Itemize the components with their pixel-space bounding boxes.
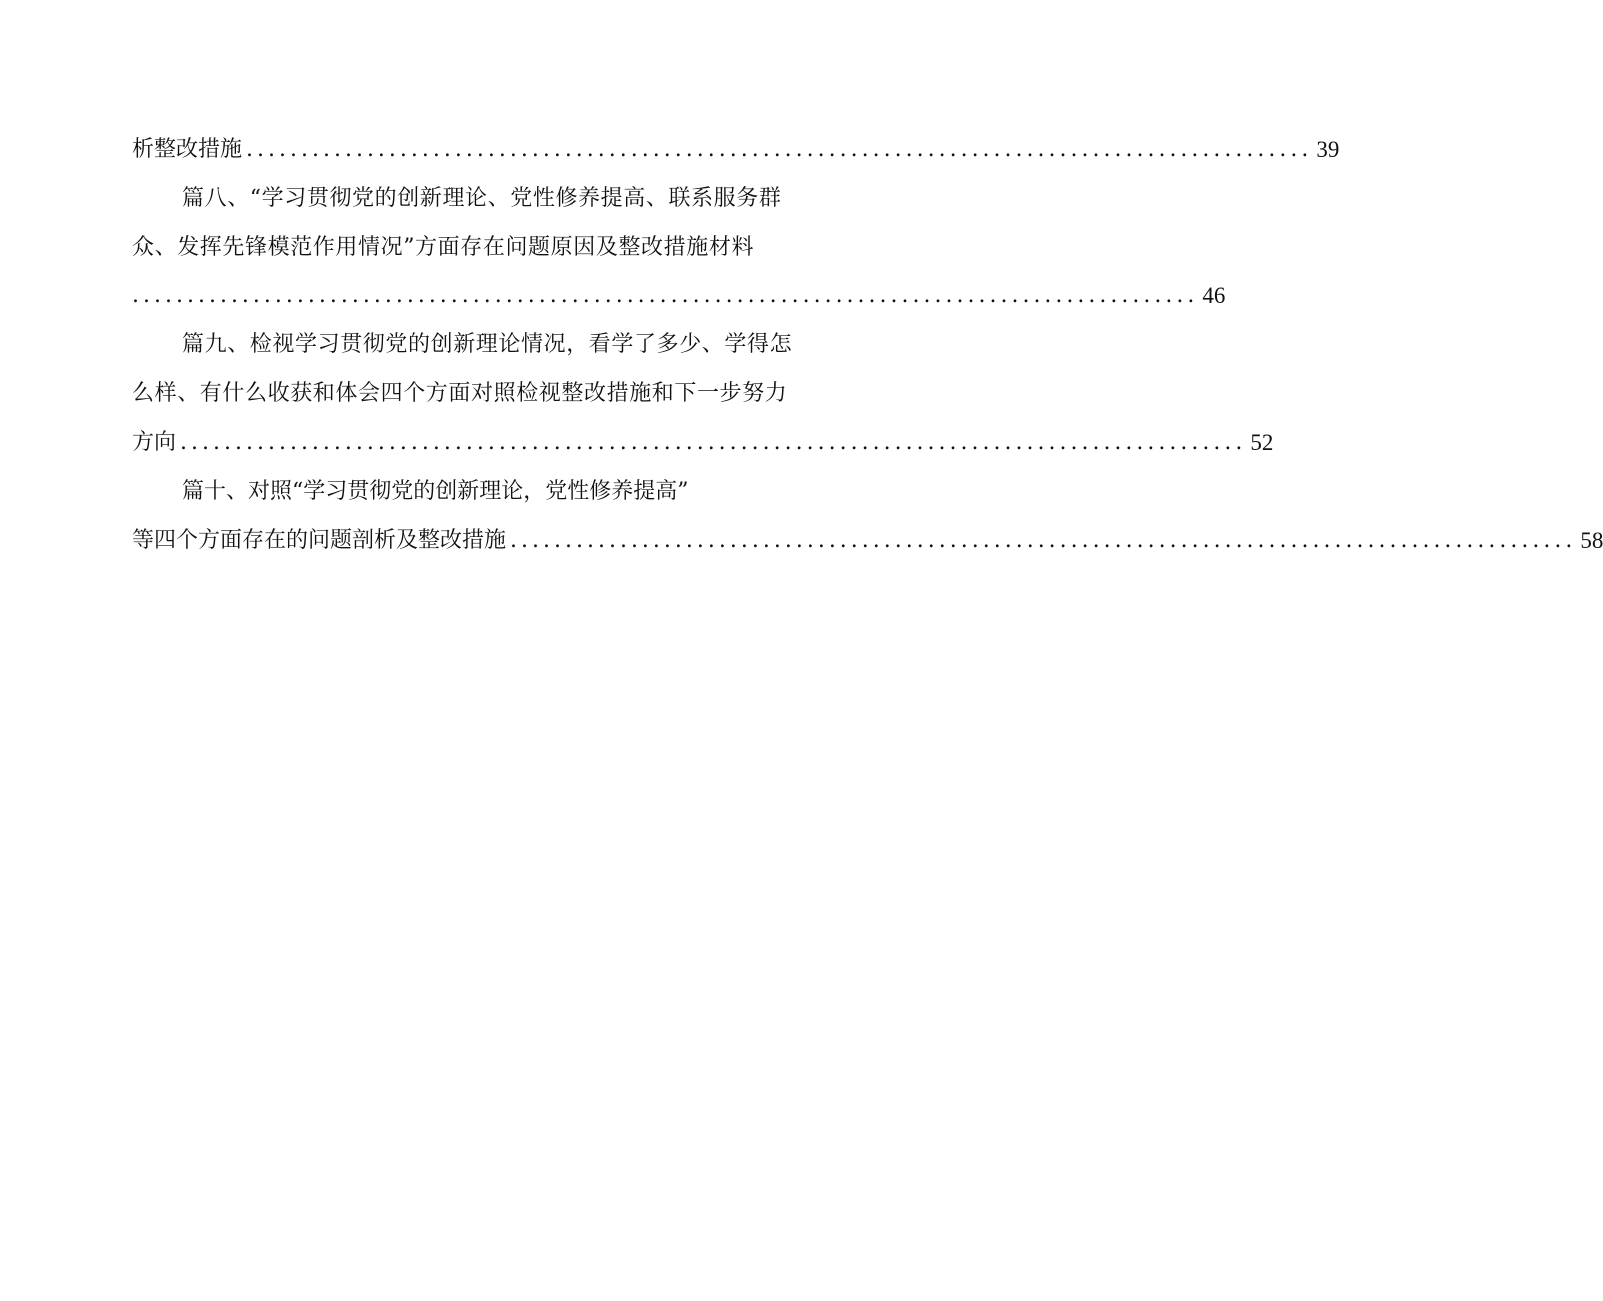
toc-entry-8-page: 46 bbox=[1202, 283, 1226, 308]
toc-entry-9-title-line-1: 篇九、检视学习贯彻党的创新理论情况，看学了多少、学得怎 bbox=[182, 332, 793, 357]
toc-entry-8-title-line-2: 众、发挥先锋模范作用情况”方面存在问题原因及整改措施材料 bbox=[132, 235, 755, 260]
toc-entry-10-title-line-2: 等四个方面存在的问题剖析及整改措施 bbox=[132, 528, 507, 553]
toc-entry-9-line-2[interactable] bbox=[132, 374, 800, 414]
toc-entry-9-title-line-2: 么样、有什么收获和体会四个方面对照检视整改措施和下一步努力 bbox=[132, 381, 788, 406]
dot-leader: ................................................................................................. bbox=[246, 137, 1313, 162]
dot-leader: ................................................................................................. bbox=[510, 528, 1577, 553]
toc-entry-8-line-2[interactable] bbox=[132, 228, 800, 268]
toc-entry-8-title-line-1: 篇八、“学习贯彻党的创新理论、党性修养提高、联系服务群 bbox=[182, 186, 782, 211]
toc-entry-7-title-tail: 析整改措施 bbox=[132, 137, 243, 162]
toc-entry-10-line-2[interactable] bbox=[132, 521, 1603, 561]
dot-leader: ................................................................................................. bbox=[180, 430, 1247, 455]
toc-entry-7-tail[interactable] bbox=[132, 130, 1340, 170]
toc-entry-8-line-3[interactable] bbox=[132, 276, 1226, 316]
toc-entry-10-title-line-1: 篇十、对照“学习贯彻党的创新理论，党性修养提高” bbox=[182, 479, 689, 504]
toc-entry-9-title-line-3: 方向 bbox=[132, 430, 177, 455]
toc-entry-8-line-1[interactable] bbox=[182, 179, 800, 219]
toc-entry-9-line-1[interactable] bbox=[182, 325, 800, 365]
toc-entry-10-page: 58 bbox=[1580, 528, 1603, 553]
toc-entry-9-page: 52 bbox=[1250, 430, 1274, 455]
dot-leader: ................................................................................................. bbox=[132, 283, 1199, 308]
toc-entry-7-page: 39 bbox=[1316, 137, 1340, 162]
toc-entry-9-line-3[interactable] bbox=[132, 423, 1274, 463]
toc-entry-10-line-1[interactable] bbox=[182, 472, 800, 512]
